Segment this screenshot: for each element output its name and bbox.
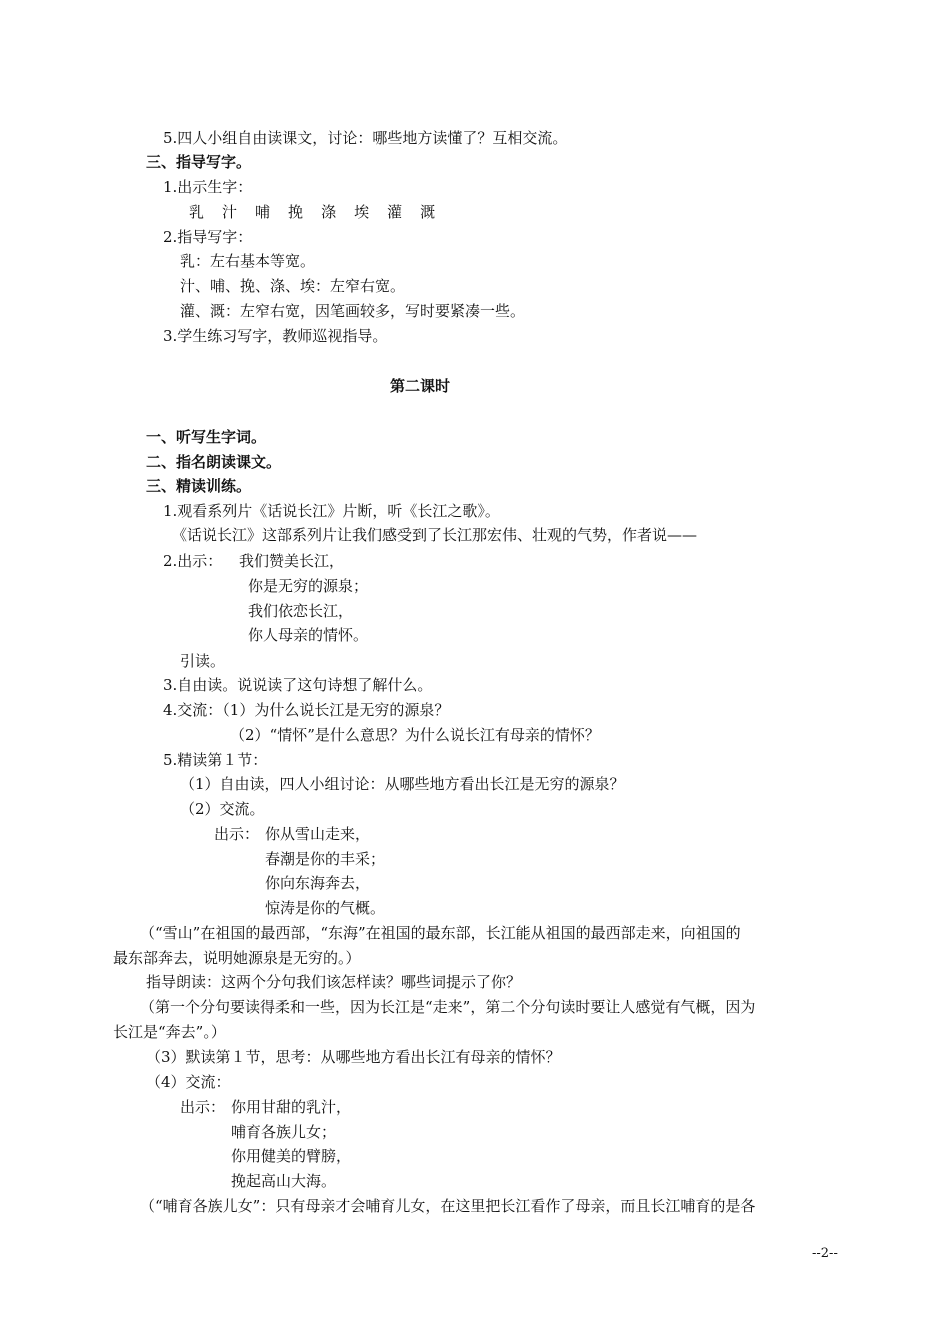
poem-line: 我们赞美长江，	[239, 552, 345, 570]
character: 涤	[321, 203, 337, 221]
text-line: 出示：	[180, 1098, 226, 1116]
character: 埃	[354, 203, 370, 221]
heading: 一、听写生字词。	[146, 428, 267, 446]
poem-line: 惊涛是你的气概。	[265, 899, 386, 917]
character: 挽	[288, 203, 304, 221]
text-line: （第一个分句要读得柔和一些，因为长江是“走来”，第二个分句读时要让人感觉有气概，因为	[140, 998, 756, 1016]
page-number: --2--	[812, 1246, 838, 1261]
character: 汁	[222, 203, 238, 221]
text-line: 汁、哺、挽、涤、埃：左窄右宽。	[180, 277, 406, 295]
poem-line: 你是无穷的源泉；	[248, 577, 369, 595]
character: 哺	[255, 203, 271, 221]
text-line: 灌、溉：左窄右宽，因笔画较多，写时要紧凑一些。	[180, 302, 526, 320]
text-line: 2.指导写字：	[163, 228, 253, 246]
character: 灌	[387, 203, 403, 221]
text-line: 4.交流：（1）为什么说长江是无穷的源泉？	[163, 701, 450, 719]
text-line: 1.观看系列片《话说长江》片断，听《长江之歌》。	[163, 502, 500, 520]
text-line: 最东部奔去，说明她源泉是无穷的。）	[113, 949, 361, 967]
text-line: 3.学生练习写字，教师巡视指导。	[163, 327, 388, 345]
poem-line: 你向东海奔去，	[265, 874, 371, 892]
poem-line: 你用健美的臂膀，	[231, 1147, 352, 1165]
text-line: （1）自由读，四人小组讨论：从哪些地方看出长江是无穷的源泉？	[180, 775, 625, 793]
text-line: 5.精读第１节：	[163, 751, 268, 769]
poem-line: 你人母亲的情怀。	[248, 626, 369, 644]
poem-line: 你用甘甜的乳汁，	[231, 1098, 352, 1116]
heading: 二、指名朗读课文。	[146, 453, 282, 471]
text-line: （“哺育各族儿女”：只有母亲才会哺育儿女，在这里把长江看作了母亲，而且长江哺育的是各	[140, 1197, 756, 1215]
character: 乳	[189, 203, 205, 221]
text-line: 引读。	[180, 652, 226, 670]
heading: 三、指导写字。	[146, 153, 252, 171]
text-line: 《话说长江》这部系列片让我们感受到了长江那宏伟、壮观的气势，作者说——	[172, 526, 698, 544]
text-line: 出示：	[214, 825, 260, 843]
text-line: （“雪山”在祖国的最西部，“东海”在祖国的最东部，长江能从祖国的最西部走来，向祖国的	[140, 924, 741, 942]
heading: 三、精读训练。	[146, 477, 252, 495]
text-line: 3.自由读。说说读了这句诗想了解什么。	[163, 676, 433, 694]
text-line: （2）“情怀”是什么意思？为什么说长江有母亲的情怀？	[230, 726, 600, 744]
text-line: 乳：左右基本等宽。	[180, 252, 316, 270]
character: 溉	[420, 203, 436, 221]
text-line: 长江是“奔去”。）	[113, 1023, 226, 1041]
poem-line: 哺育各族儿女；	[231, 1123, 337, 1141]
text-line: 2.出示：	[163, 552, 223, 570]
text-line: 5.四人小组自由读课文，讨论：哪些地方读懂了？互相交流。	[163, 129, 568, 147]
poem-line: 挽起高山大海。	[231, 1172, 337, 1190]
text-line: （2）交流。	[180, 800, 265, 818]
section-title: 第二课时	[390, 377, 451, 395]
text-line: 1.出示生字：	[163, 178, 253, 196]
text-line: 指导朗读：这两个分句我们该怎样读？哪些词提示了你？	[146, 973, 522, 991]
text-line: （4）交流：	[146, 1073, 231, 1091]
character-list	[189, 202, 453, 222]
text-line: （3）默读第１节，思考：从哪些地方看出长江有母亲的情怀？	[146, 1048, 561, 1066]
poem-line: 你从雪山走来，	[265, 825, 371, 843]
poem-line: 春潮是你的丰采；	[265, 850, 386, 868]
poem-line: 我们依恋长江，	[248, 602, 354, 620]
